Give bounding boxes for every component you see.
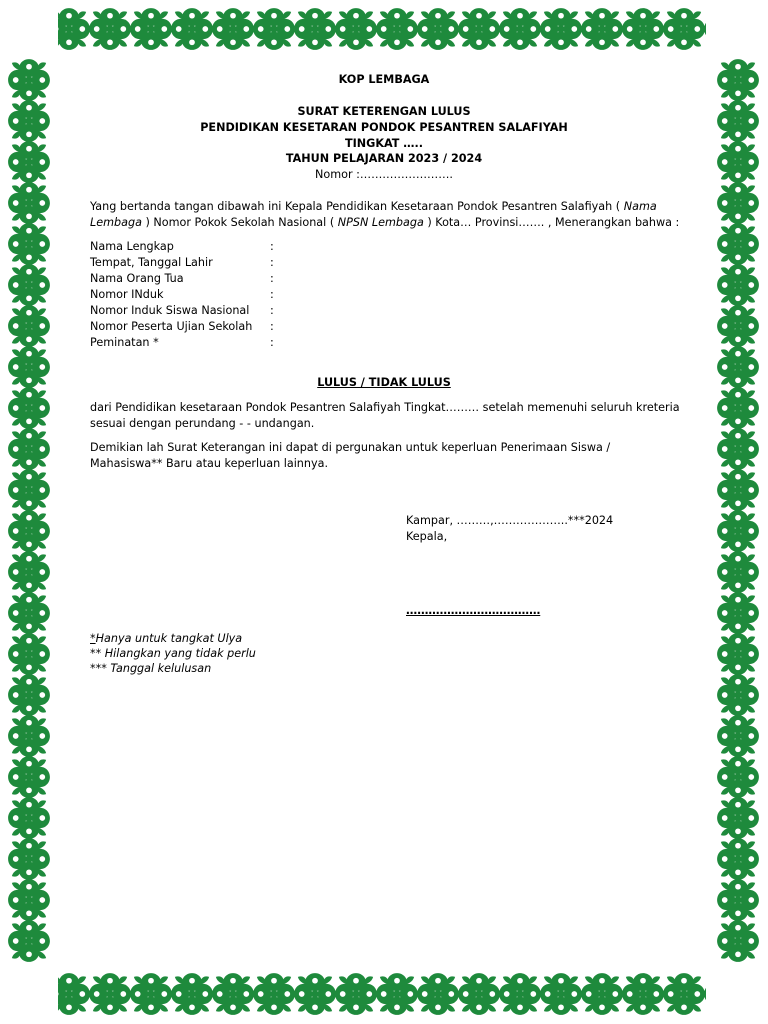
title-line-2: PENDIDIKAN KESETARAN PONDOK PESANTREN SALAFIYAH <box>200 121 568 134</box>
border-ornament-top <box>171 8 213 50</box>
footnote-3: *** Tanggal kelulusan <box>90 662 212 675</box>
border-ornament-right <box>717 756 759 798</box>
body-paragraph-2 <box>90 440 682 471</box>
border-ornament-bottom <box>376 973 418 1015</box>
body-paragraph-1-line-2: sesuai dengan perundang - - undangan. <box>90 416 315 430</box>
field-colon: : <box>270 336 274 349</box>
border-ornament-right <box>717 182 759 224</box>
border-ornament-bottom <box>171 973 213 1015</box>
border-ornament-bottom <box>212 973 254 1015</box>
border-ornament-top <box>663 8 705 50</box>
border-ornament-right <box>717 305 759 347</box>
intro-text-2: ) Nomor Pokok Sekolah Nasional ( <box>141 215 338 229</box>
footnote-1-mark: * <box>90 632 96 645</box>
border-ornament-bottom <box>335 973 377 1015</box>
border-ornament-right <box>717 510 759 552</box>
intro-text-3: ) Kota… Provinsi……. , Menerangkan bahwa : <box>423 215 680 229</box>
intro-paragraph <box>90 199 682 230</box>
border-ornament-left <box>8 182 50 224</box>
border-ornament-top <box>212 8 254 50</box>
border-ornament-left <box>8 592 50 634</box>
border-ornament-left <box>8 141 50 183</box>
border-ornament-bottom <box>458 973 500 1015</box>
border-ornament-left <box>8 920 50 962</box>
body-paragraph-1-line-1: dari Pendidikan kesetaraan Pondok Pesantren Salafiyah Tingkat……… setelah memenuhi seluruh kreteria <box>90 401 680 414</box>
field-colon: : <box>270 304 274 317</box>
ornamental-border-left <box>0 0 58 1024</box>
border-ornament-right <box>717 346 759 388</box>
border-ornament-bottom <box>581 973 623 1015</box>
border-ornament-left <box>8 428 50 470</box>
ornamental-border-right <box>706 0 768 1024</box>
border-ornament-bottom <box>294 973 336 1015</box>
ornamental-border-bottom <box>0 962 768 1024</box>
border-ornament-right <box>717 428 759 470</box>
border-ornament-left <box>8 223 50 265</box>
border-ornament-right <box>717 797 759 839</box>
status-lulus: LULUS / TIDAK LULUS <box>317 376 451 389</box>
field-row <box>90 319 490 335</box>
border-ornament-right <box>717 264 759 306</box>
field-colon: : <box>270 288 274 301</box>
body-paragraph-2-line-1: Demikian lah Surat Keterangan ini dapat di pergunakan untuk keperluan Penerimaan Siswa / <box>90 441 611 454</box>
border-ornament-right <box>717 469 759 511</box>
title-line-1: SURAT KETERENGAN LULUS <box>297 105 471 118</box>
border-ornament-left <box>8 838 50 880</box>
signature-place-date: Kampar, ………,………………..***2024 <box>406 514 614 527</box>
border-ornament-right <box>717 920 759 962</box>
border-ornament-top <box>417 8 459 50</box>
field-row <box>90 239 490 255</box>
signature-position: Kepala, <box>406 530 448 543</box>
border-ornament-right <box>717 59 759 101</box>
border-ornament-right <box>717 387 759 429</box>
nomor-surat: Nomor :……………………. <box>315 168 453 181</box>
border-ornament-right <box>717 879 759 921</box>
field-label-nomor-peserta: Nomor Peserta Ujian Sekolah <box>90 320 253 333</box>
border-ornament-left <box>8 387 50 429</box>
border-ornament-left <box>8 346 50 388</box>
field-label-nomor-induk: Nomor INduk <box>90 288 164 301</box>
border-ornament-top <box>89 8 131 50</box>
ornamental-border-top <box>0 0 768 58</box>
field-colon: : <box>270 272 274 285</box>
nama-lembaga-placeholder-2: Lembaga <box>90 215 142 229</box>
border-ornament-bottom <box>622 973 664 1015</box>
border-ornament-top <box>335 8 377 50</box>
body-paragraph-1 <box>90 400 682 431</box>
signature-name-line: ……………………………… <box>406 604 541 617</box>
title-line-4: TAHUN PELAJARAN 2023 / 2024 <box>285 152 483 165</box>
border-ornament-right <box>717 100 759 142</box>
field-label-nisn: Nomor Induk Siswa Nasional <box>90 304 250 317</box>
field-row <box>90 271 490 287</box>
border-ornament-top <box>376 8 418 50</box>
border-ornament-bottom <box>417 973 459 1015</box>
field-label-tempat-tanggal-lahir: Tempat, Tanggal Lahir <box>90 256 213 269</box>
border-ornament-left <box>8 756 50 798</box>
field-row <box>90 335 490 351</box>
border-ornament-bottom <box>540 973 582 1015</box>
field-row <box>90 287 490 303</box>
border-ornament-left <box>8 633 50 675</box>
border-ornament-bottom <box>130 973 172 1015</box>
border-ornament-left <box>8 715 50 757</box>
border-ornament-left <box>8 264 50 306</box>
border-ornament-right <box>717 551 759 593</box>
title-line-3: TINGKAT ….. <box>344 137 423 150</box>
border-ornament-left <box>8 100 50 142</box>
footnote-1-text: Hanya untuk tangkat Ulya <box>95 632 243 645</box>
field-colon: : <box>270 320 274 333</box>
border-ornament-left <box>8 510 50 552</box>
intro-text-1: Yang bertanda tangan dibawah ini Kepala Pendidikan Kesetaraan Pondok Pesantren Salafiyah ( <box>90 200 624 213</box>
border-ornament-top <box>622 8 664 50</box>
border-ornament-right <box>717 674 759 716</box>
npsn-placeholder: NPSN Lembaga <box>337 215 424 229</box>
border-ornament-bottom <box>663 973 705 1015</box>
border-ornament-right <box>717 633 759 675</box>
border-ornament-left <box>8 674 50 716</box>
kop-lembaga: KOP LEMBAGA <box>338 73 430 86</box>
field-row <box>90 303 490 319</box>
border-ornament-top <box>581 8 623 50</box>
border-ornament-left <box>8 879 50 921</box>
border-ornament-top <box>294 8 336 50</box>
field-colon: : <box>270 256 274 269</box>
border-ornament-left <box>8 59 50 101</box>
border-ornament-top <box>130 8 172 50</box>
border-ornament-top <box>499 8 541 50</box>
field-row <box>90 255 490 271</box>
border-ornament-left <box>8 469 50 511</box>
border-ornament-top <box>458 8 500 50</box>
footnote-1 <box>90 631 242 647</box>
border-ornament-top <box>540 8 582 50</box>
border-ornament-right <box>717 838 759 880</box>
footnote-2: ** Hilangkan yang tidak perlu <box>90 647 256 660</box>
body-paragraph-2-line-2: Mahasiswa** Baru atau keperluan lainnya. <box>90 456 329 470</box>
nama-lembaga-placeholder-1: Nama <box>623 200 657 213</box>
border-ornament-top <box>253 8 295 50</box>
border-ornament-bottom <box>499 973 541 1015</box>
border-ornament-right <box>717 223 759 265</box>
border-ornament-left <box>8 305 50 347</box>
border-ornament-right <box>717 715 759 757</box>
field-label-peminatan: Peminatan * <box>90 336 159 349</box>
border-ornament-bottom <box>253 973 295 1015</box>
field-label-nama-lengkap: Nama Lengkap <box>90 240 174 253</box>
border-ornament-left <box>8 797 50 839</box>
field-colon: : <box>270 240 274 253</box>
border-ornament-right <box>717 592 759 634</box>
field-label-nama-orang-tua: Nama Orang Tua <box>90 272 184 285</box>
border-ornament-bottom <box>89 973 131 1015</box>
border-ornament-left <box>8 551 50 593</box>
border-ornament-right <box>717 141 759 183</box>
